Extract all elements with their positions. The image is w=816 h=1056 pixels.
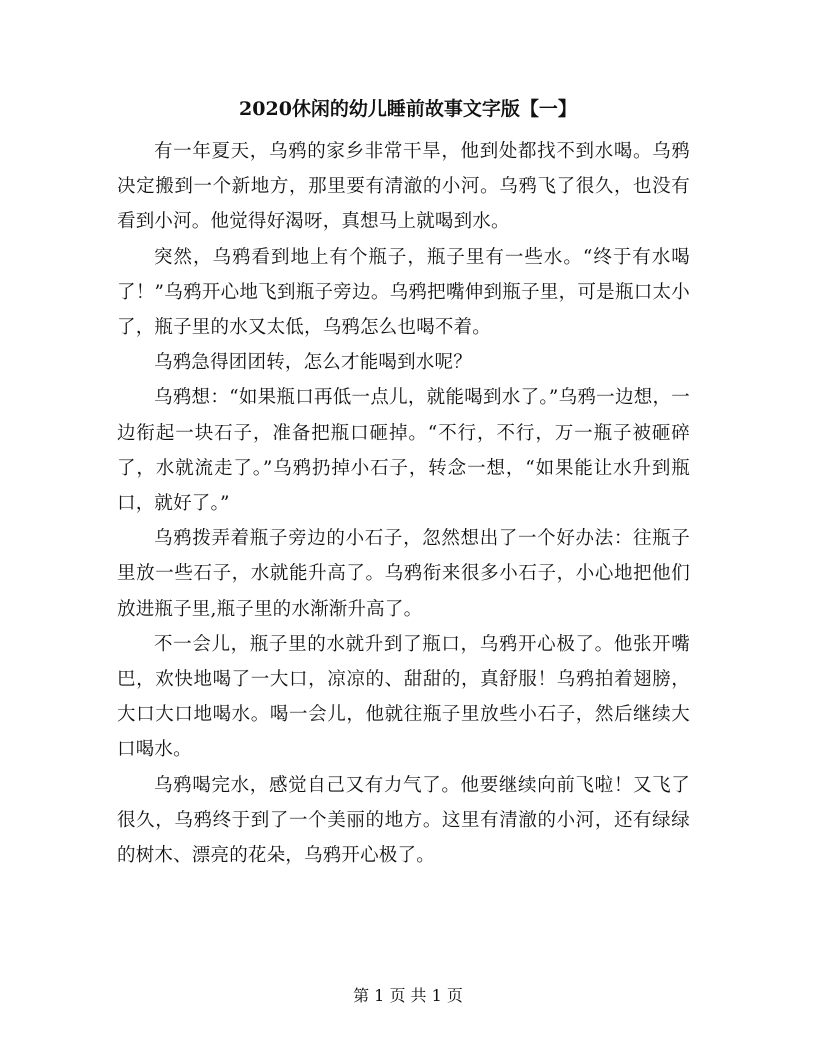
paragraph-2: 突然，乌鸦看到地上有个瓶子，瓶子里有一些水。“终于有水喝了！”乌鸦开心地飞到瓶子旁边。乌鸦把嘴伸到瓶子里，可是瓶口太小了，瓶子里的水又太低，乌鸦怎么也喝不着。 (117, 246, 690, 339)
paragraph-1: 有一年夏天，乌鸦的家乡非常干旱，他到处都找不到水喝。乌鸦决定搬到一个新地方，那里要有清澈的小河。乌鸦飞了很久，也没有看到小河。他觉得好渴呀，真想马上就喝到水。 (117, 141, 690, 233)
paragraph-6: 不一会儿，瓶子里的水就升到了瓶口，乌鸦开心极了。他张开嘴巴，欢快地喝了一大口，凉凉的、甜甜的，真舒服！乌鸦拍着翅膀，大口大口地喝水。喝一会儿，他就往瓶子里放些小石子，然后继续大口喝水。 (117, 633, 690, 761)
paragraph-4: 乌鸦想：“如果瓶口再低一点儿，就能喝到水了。”乌鸦一边想，一边衔起一块石子，准备把瓶口砸掉。“不行，不行，万一瓶子被砸碎了，水就流走了。”乌鸦扔掉小石子，转念一想，“如果能让水升到瓶口，就好了。” (117, 387, 690, 515)
page-number-footer: 第 1 页 共 1 页 (353, 986, 463, 1005)
document-title: 2020休闲的幼儿睡前故事文字版【一】 (239, 98, 577, 120)
paragraph-7: 乌鸦喝完水，感觉自己又有力气了。他要继续向前飞啦！又飞了很久，乌鸦终于到了一个美丽的地方。这里有清澈的小河，还有绿绿的树木、漂亮的花朵，乌鸦开心极了。 (117, 774, 690, 867)
story-body (117, 134, 690, 873)
paragraph-3: 乌鸦急得团团转，怎么才能喝到水呢？ (154, 352, 472, 374)
paragraph-5: 乌鸦拨弄着瓶子旁边的小石子，忽然想出了一个好办法：往瓶子里放一些石子，水就能升高了。乌鸦衔来很多小石子，小心地把他们放进瓶子里,瓶子里的水渐渐升高了。 (117, 528, 690, 620)
